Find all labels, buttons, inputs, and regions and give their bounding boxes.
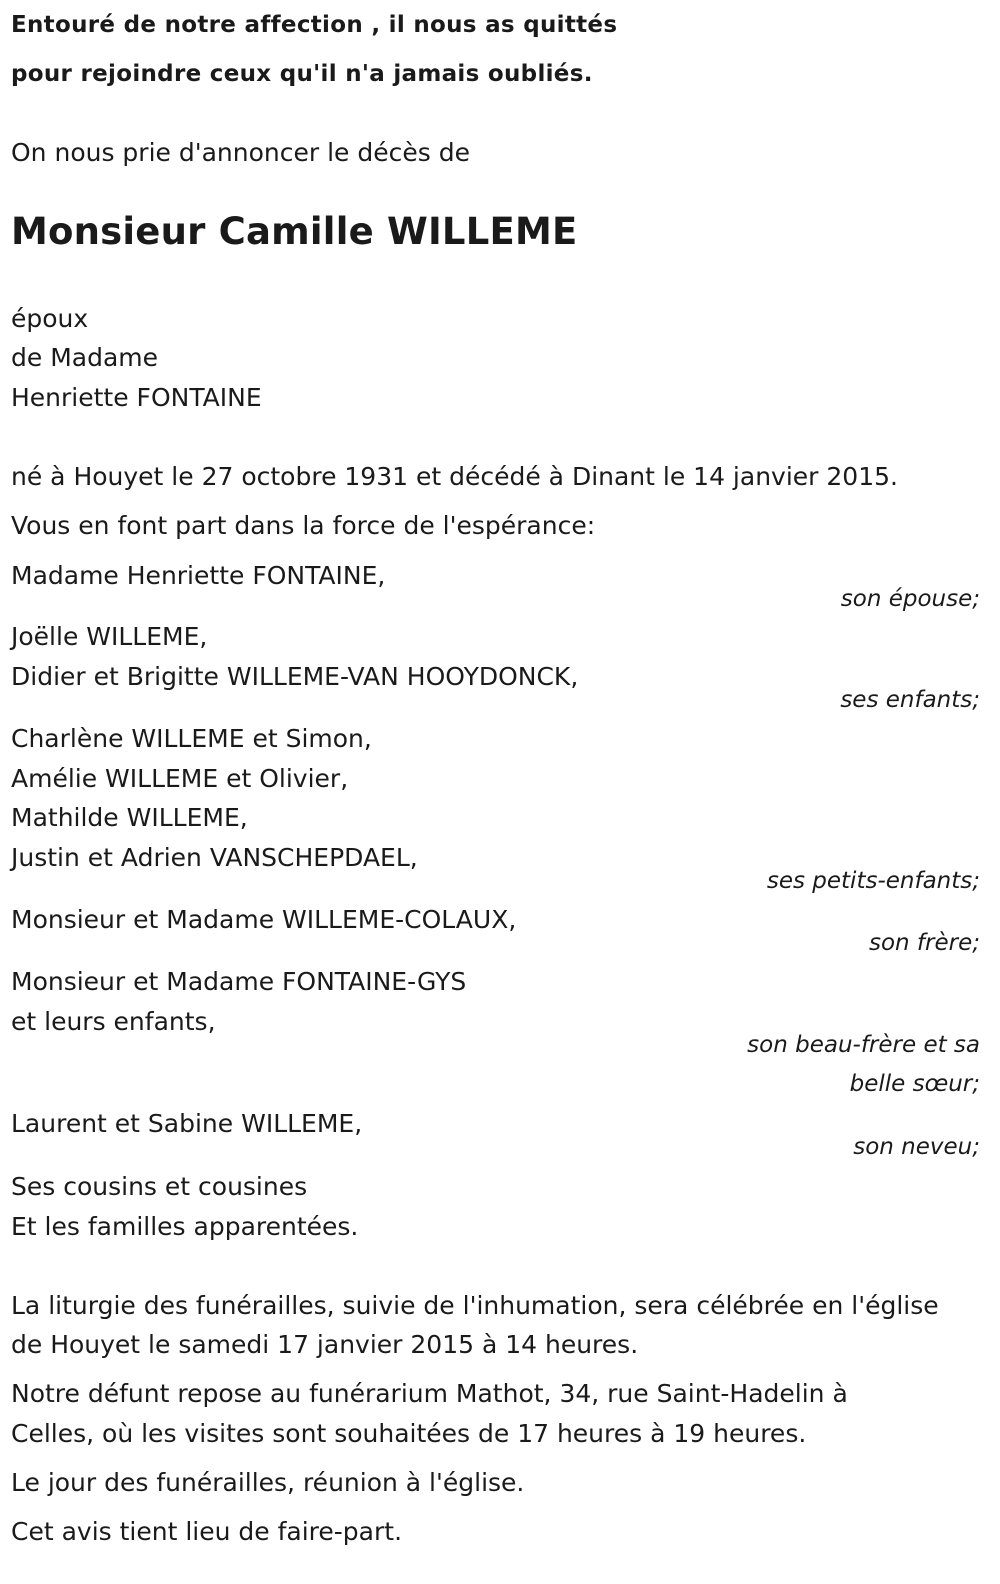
family-relation: son neveu; xyxy=(853,1134,980,1160)
spouse-line-2: de Madame xyxy=(11,343,159,372)
family-member-name: Monsieur et Madame WILLEME-COLAUX, xyxy=(11,905,517,934)
family-member-name: et leurs enfants, xyxy=(11,1007,216,1036)
family-member-name: Justin et Adrien VANSCHEPDAEL, xyxy=(11,843,418,872)
family-member-name: Monsieur et Madame FONTAINE-GYS xyxy=(11,967,467,996)
funeral-repose-line-1: Notre défunt repose au funérarium Mathot, 34, rue Saint-Hadelin à xyxy=(11,1379,848,1408)
funeral-meeting: Le jour des funérailles, réunion à l'église. xyxy=(11,1468,525,1497)
birth-death-dates: né à Houyet le 27 octobre 1931 et décédé à Dinant le 14 janvier 2015. xyxy=(11,462,898,491)
family-intro: Vous en font part dans la force de l'espérance: xyxy=(11,511,596,540)
announcement: On nous prie d'annoncer le décès de xyxy=(11,138,470,167)
funeral-liturgy-line-2: de Houyet le samedi 17 janvier 2015 à 14 heures. xyxy=(11,1330,639,1359)
family-member-name: Laurent et Sabine WILLEME, xyxy=(11,1109,363,1138)
family-member-name: Mathilde WILLEME, xyxy=(11,803,248,832)
family-relation: son beau-frère et sa xyxy=(747,1032,980,1058)
funeral-repose-line-2: Celles, où les visites sont souhaitées de 17 heures à 19 heures. xyxy=(11,1419,807,1448)
spouse-line-3: Henriette FONTAINE xyxy=(11,383,262,412)
family-relation: belle sœur; xyxy=(849,1071,980,1097)
funeral-liturgy-line-1: La liturgie des funérailles, suivie de l'inhumation, sera célébrée en l'église xyxy=(11,1291,939,1320)
intro-line-1: Entouré de notre affection , il nous as quittés xyxy=(11,12,618,38)
family-member-name: Didier et Brigitte WILLEME-VAN HOOYDONCK, xyxy=(11,662,579,691)
family-member-name: Amélie WILLEME et Olivier, xyxy=(11,764,349,793)
family-relation: son frère; xyxy=(868,930,980,956)
family-member-name: Charlène WILLEME et Simon, xyxy=(11,724,372,753)
intro-line-2: pour rejoindre ceux qu'il n'a jamais oubliés. xyxy=(11,61,593,87)
family-relation: son épouse; xyxy=(840,586,980,612)
spouse-line-1: époux xyxy=(11,304,89,333)
deceased-name: Monsieur Camille WILLEME xyxy=(11,210,578,253)
family-member-name: Joëlle WILLEME, xyxy=(11,622,208,651)
family-relation: ses enfants; xyxy=(840,687,980,713)
funeral-notice: Cet avis tient lieu de faire-part. xyxy=(11,1517,403,1546)
extended-family-line-2: Et les familles apparentées. xyxy=(11,1212,359,1241)
extended-family-line-1: Ses cousins et cousines xyxy=(11,1172,308,1201)
family-member-name: Madame Henriette FONTAINE, xyxy=(11,561,386,590)
family-relation: ses petits-enfants; xyxy=(766,868,980,894)
